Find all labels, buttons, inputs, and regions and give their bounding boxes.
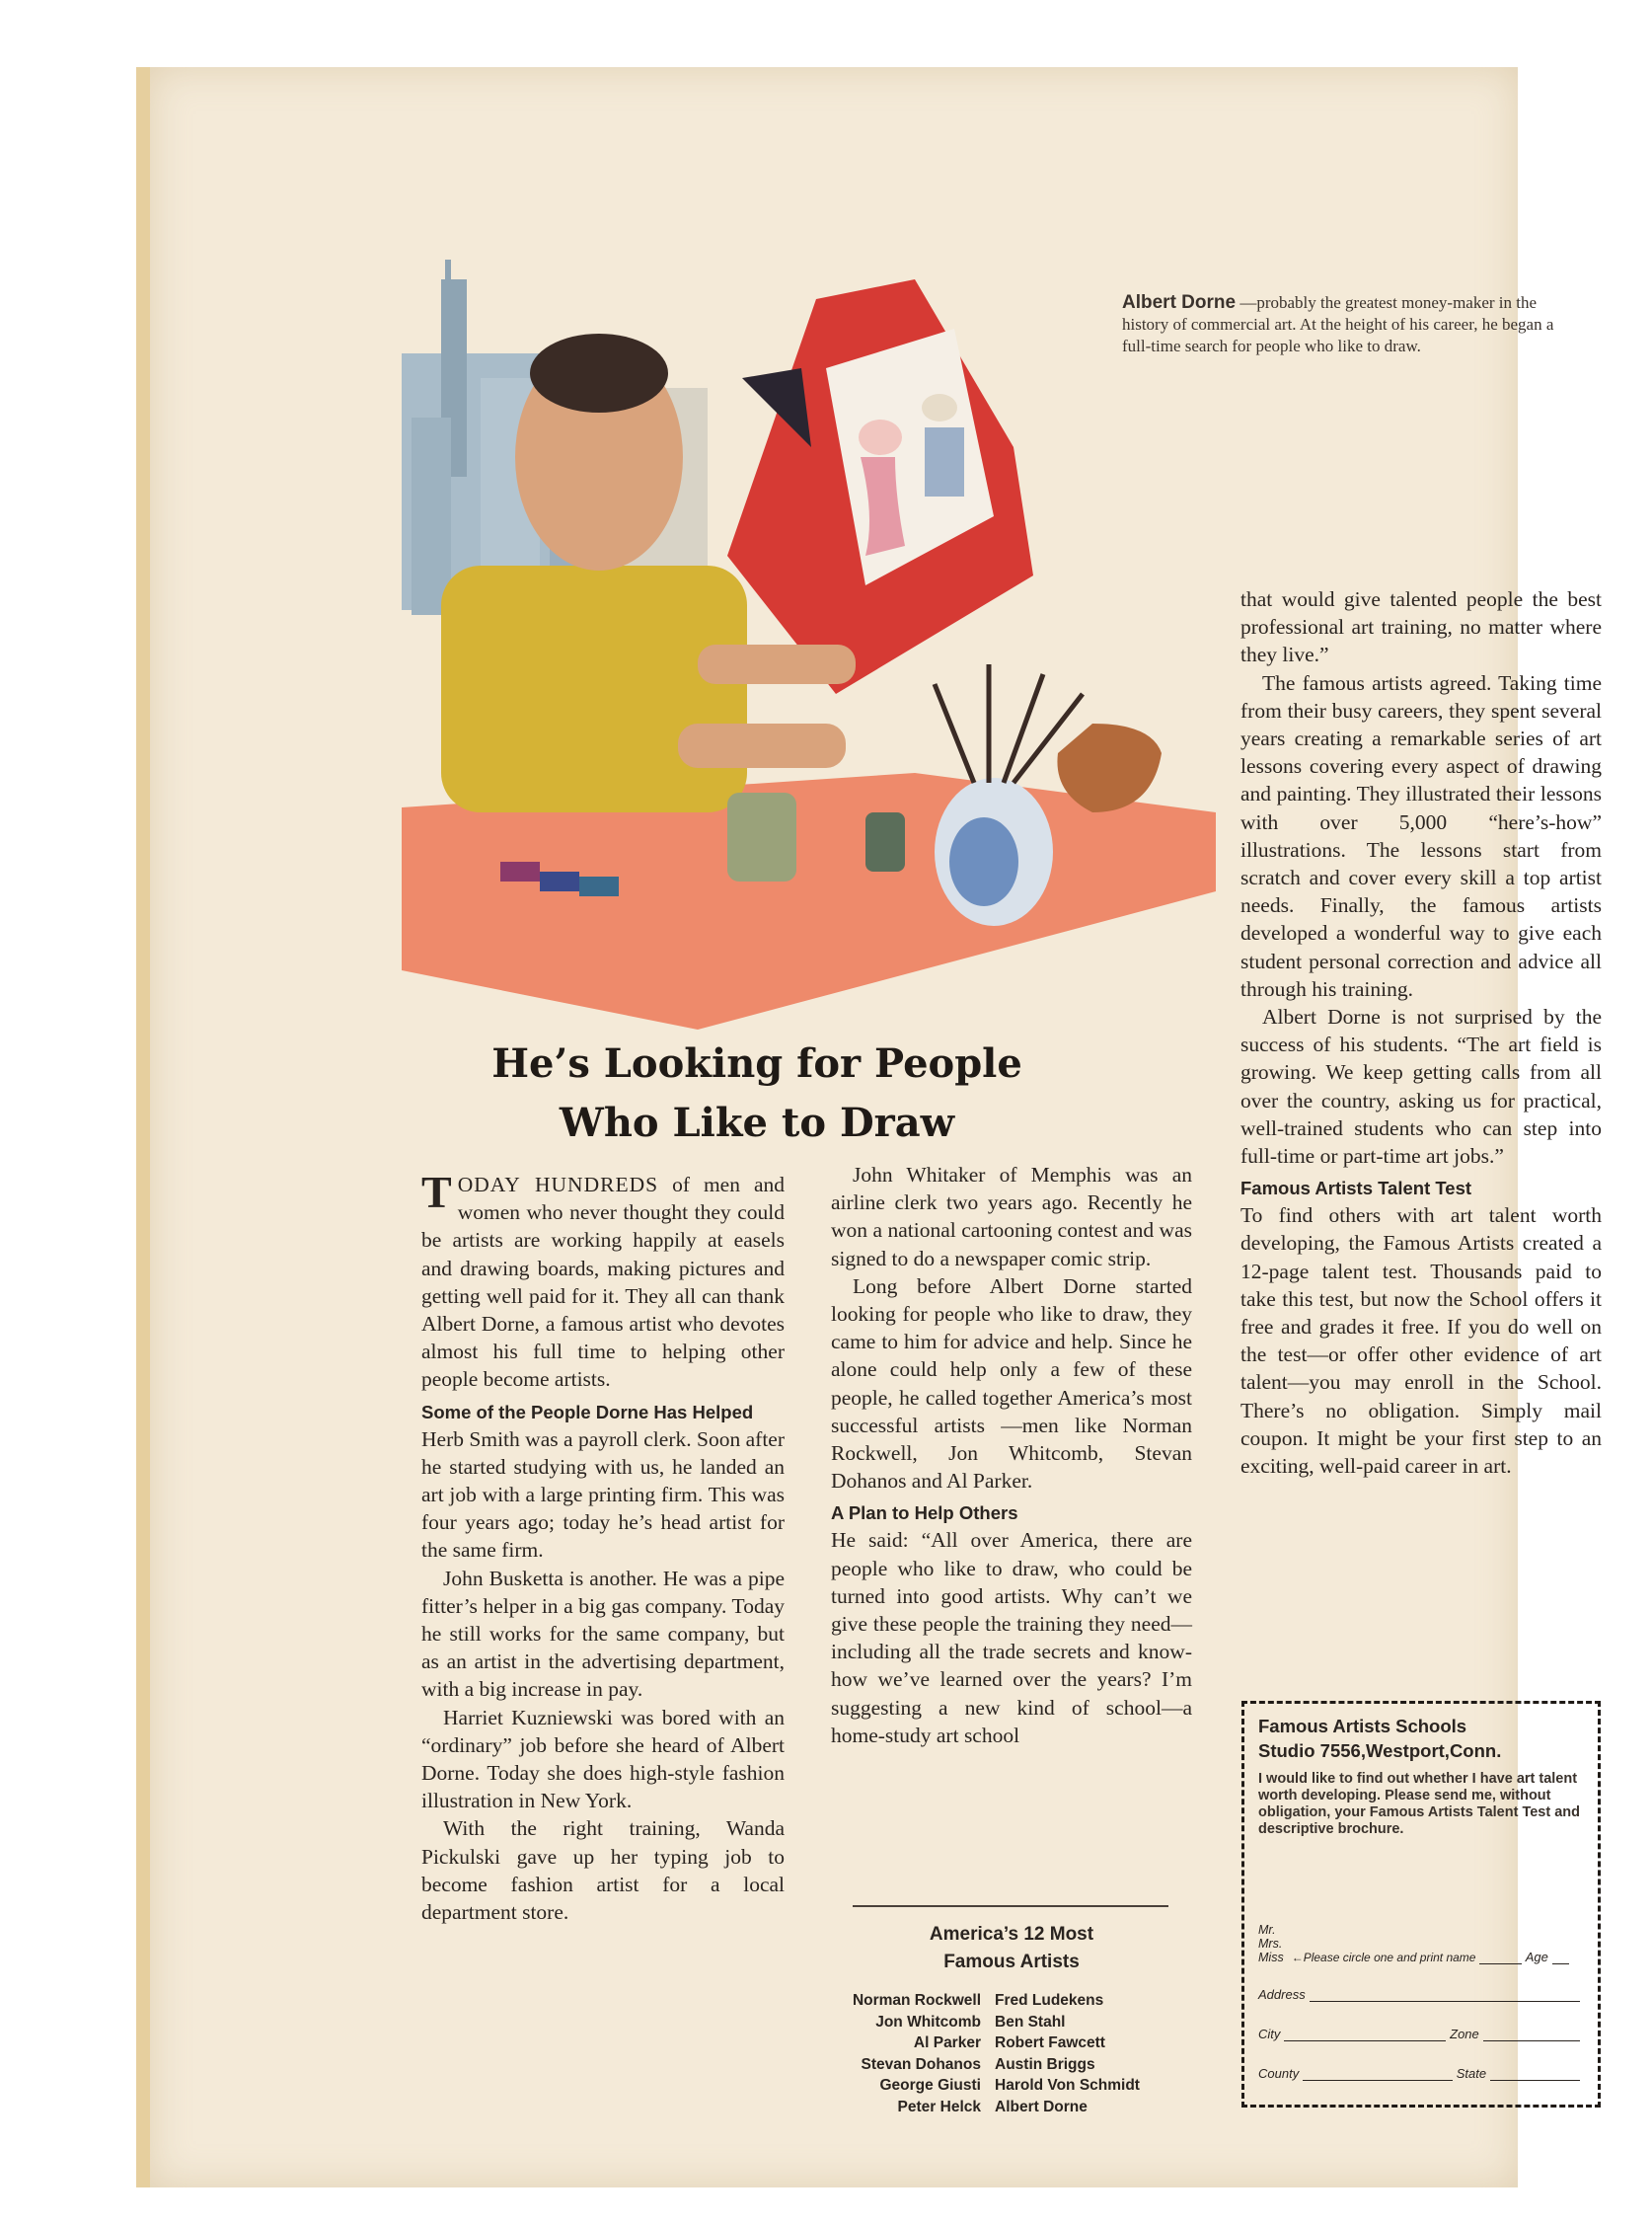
city-zone-field[interactable]: [1258, 2025, 1584, 2041]
zone-label: Zone: [1450, 2027, 1479, 2041]
age-label: Age: [1525, 1950, 1548, 1964]
col3-paragraph-2: The famous artists agreed. Taking time from their busy careers, they spent several years creating a remarkable series of art lessons covering every aspect of drawing and painting. They illustrated their lessons with over 5,000 “here’s-how” illustrations. The lessons start from scratch and cover every skill a top artist needs. Finally, the famous artists developed a wonderful way to give each student personal correction and advice all through his training.: [1240, 670, 1602, 1001]
artist-name: Harold Von Schmidt: [995, 2077, 1140, 2094]
state-line[interactable]: [1490, 2064, 1580, 2081]
col2-paragraph-3: He said: “All over America, there are people who like to draw, who could be turned into good artists. Why can’t we give these people the training they need—including all the trade secrets and know-how we’ve learned over the years? I’m suggesting a new kind of school—a home-study art school: [831, 1528, 1192, 1747]
coupon-school-name: Famous Artists Schools: [1258, 1716, 1467, 1736]
yellow-shirt: [441, 566, 747, 812]
caption-text: —probably the greatest money-maker in the history of commercial art. At the height of his career, he began a full-time search for people who like to draw.: [1122, 293, 1554, 355]
col1-paragraph-2: Herb Smith was a payroll clerk. Soon after he started studying with us, he landed an art job with a large printing firm. This was four years ago; today he’s head artist for the same firm.: [421, 1426, 785, 1563]
coupon-body: I would like to find out whether I have art talent worth developing. Please send me, without obligation, your Famous Artists Talent Test and descriptive brochure.: [1258, 1771, 1581, 1837]
artist-name: Ben Stahl: [995, 2013, 1066, 2031]
circle-note-text: Please circle one and print name: [1303, 1951, 1476, 1964]
artist-name: Robert Fawcett: [995, 2034, 1105, 2051]
city-label: City: [1258, 2027, 1281, 2041]
mail-coupon[interactable]: [1241, 1701, 1601, 2108]
title-mrs[interactable]: Mrs.: [1258, 1937, 1283, 1951]
col3-paragraph-3: Albert Dorne is not surprised by the success of his students. “The art field is growing. We keep getting calls from all over the country, asking us for practical, well-trained students who can step into full-time or part-time art jobs.”: [1240, 1005, 1602, 1169]
city-line[interactable]: [1284, 2025, 1446, 2041]
artist-name: Jon Whitcomb: [875, 2013, 981, 2031]
illustration-caption: [1122, 292, 1556, 357]
col1-paragraph-5: With the right training, Wanda Pickulski gave up her typing job to become fashion artist for a local department store.: [421, 1816, 785, 1925]
artist-row: [819, 1990, 1214, 2012]
artist-name: Albert Dorne: [995, 2098, 1088, 2115]
col2-subheading: A Plan to Help Others: [831, 1502, 1018, 1524]
artist-name: Stevan Dohanos: [861, 2055, 981, 2073]
address-line[interactable]: [1310, 1985, 1580, 2002]
col2-paragraph-2: Long before Albert Dorne started looking for people who like to draw, they came to him for advice and help. Since he alone could help only a few of these people, he called together America’s most successful artists —men like Norman Rockwell, Jon Whitcomb, Stevan Dohanos and Al Parker.: [831, 1273, 1192, 1494]
drop-cap: T: [421, 1167, 452, 1217]
name-field[interactable]: [1258, 1923, 1584, 1964]
famous-artists-list: [819, 1990, 1214, 2117]
headline-line-1: He’s Looking for People: [491, 1040, 1022, 1087]
artist-name: Austin Briggs: [995, 2055, 1095, 2073]
county-state-field[interactable]: [1258, 2064, 1584, 2081]
address-label: Address: [1258, 1987, 1306, 2002]
masters-title-line-1: America’s 12 Most: [929, 1924, 1094, 1945]
masters-divider: [853, 1905, 1168, 1907]
col1-small-caps: ODAY HUNDREDS: [457, 1173, 659, 1196]
county-line[interactable]: [1303, 2064, 1453, 2081]
col1-paragraph-4: Harriet Kuzniewski was bored with an “ordinary” job before she heard of Albert Dorne. Today she does high-style fashion illustration in New York.: [421, 1705, 785, 1813]
county-label: County: [1258, 2066, 1300, 2081]
zone-line[interactable]: [1483, 2025, 1580, 2041]
artist-name: Fred Ludekens: [995, 1992, 1104, 2009]
state-label: State: [1456, 2066, 1487, 2081]
col3-paragraph-1: that would give talented people the best professional art training, no matter where they live.”: [1240, 587, 1602, 667]
address-field[interactable]: [1258, 1985, 1584, 2002]
col1-subheading: Some of the People Dorne Has Helped: [421, 1401, 754, 1422]
artist-name: Al Parker: [913, 2034, 981, 2051]
headline: [412, 1035, 1102, 1153]
artist-row: [819, 2097, 1214, 2118]
col1-paragraph-3: John Busketta is another. He was a pipe fitter’s helper in a big gas company. Today he still works for the same company, but as an artist in the advertising department, with a big increase in pay.: [421, 1566, 785, 1702]
name-line[interactable]: [1479, 1948, 1521, 1964]
title-miss[interactable]: Miss: [1258, 1951, 1284, 1964]
comic-back-cover-page: [136, 67, 1602, 2187]
column-2: [831, 1161, 1192, 1749]
masters-title-line-2: Famous Artists: [943, 1952, 1080, 1972]
col1-paragraph-1: [421, 1167, 785, 1394]
artist-row: [819, 2075, 1214, 2097]
artist-name: Peter Helck: [897, 2098, 981, 2115]
col3-paragraph-4: To find others with art talent worth developing, the Famous Artists created a 12-page talent test. Thousands paid to take this test, but now the School offers it free and grades it free. If you do well on the test—or offer other evidence of art talent—you may enroll in the School. There’s no obligation. Simply mail coupon. It might be your first step to an exciting, well-paid career in art.: [1240, 1203, 1602, 1479]
paint-tin: [727, 793, 796, 882]
masters-title: [831, 1921, 1192, 1976]
title-mr[interactable]: Mr.: [1258, 1923, 1276, 1937]
headline-line-2: Who Like to Draw: [559, 1100, 955, 1146]
circle-note: ←Please circle one and print name: [1291, 1951, 1476, 1964]
column-3: [1240, 585, 1602, 1480]
artist-name: George Giusti: [879, 2077, 981, 2094]
col1-p1-text: of men and women who never thought they could be artists are working happily at easels and drawing boards, making pictures and getting well paid for it. They all can thank Albert Dorne, a famous artist who devotes almost his full time to helping other people become artists.: [421, 1173, 785, 1392]
caption-name: Albert Dorne: [1122, 292, 1237, 313]
age-line[interactable]: [1552, 1948, 1570, 1964]
title-options[interactable]: [1258, 1923, 1284, 1964]
artist-row: [819, 2054, 1214, 2076]
col3-subheading: Famous Artists Talent Test: [1240, 1178, 1472, 1199]
column-1: [421, 1167, 785, 1926]
artist-name: Norman Rockwell: [852, 1992, 981, 2009]
artist-illustration: [402, 260, 1216, 1030]
coupon-studio-address: Studio 7556,Westport,Conn.: [1258, 1740, 1502, 1761]
artist-row: [819, 2032, 1214, 2054]
artist-row: [819, 2012, 1214, 2033]
col2-paragraph-1: John Whitaker of Memphis was an airline clerk two years ago. Recently he won a national cartooning contest and was signed to do a newspaper comic strip.: [831, 1163, 1192, 1270]
